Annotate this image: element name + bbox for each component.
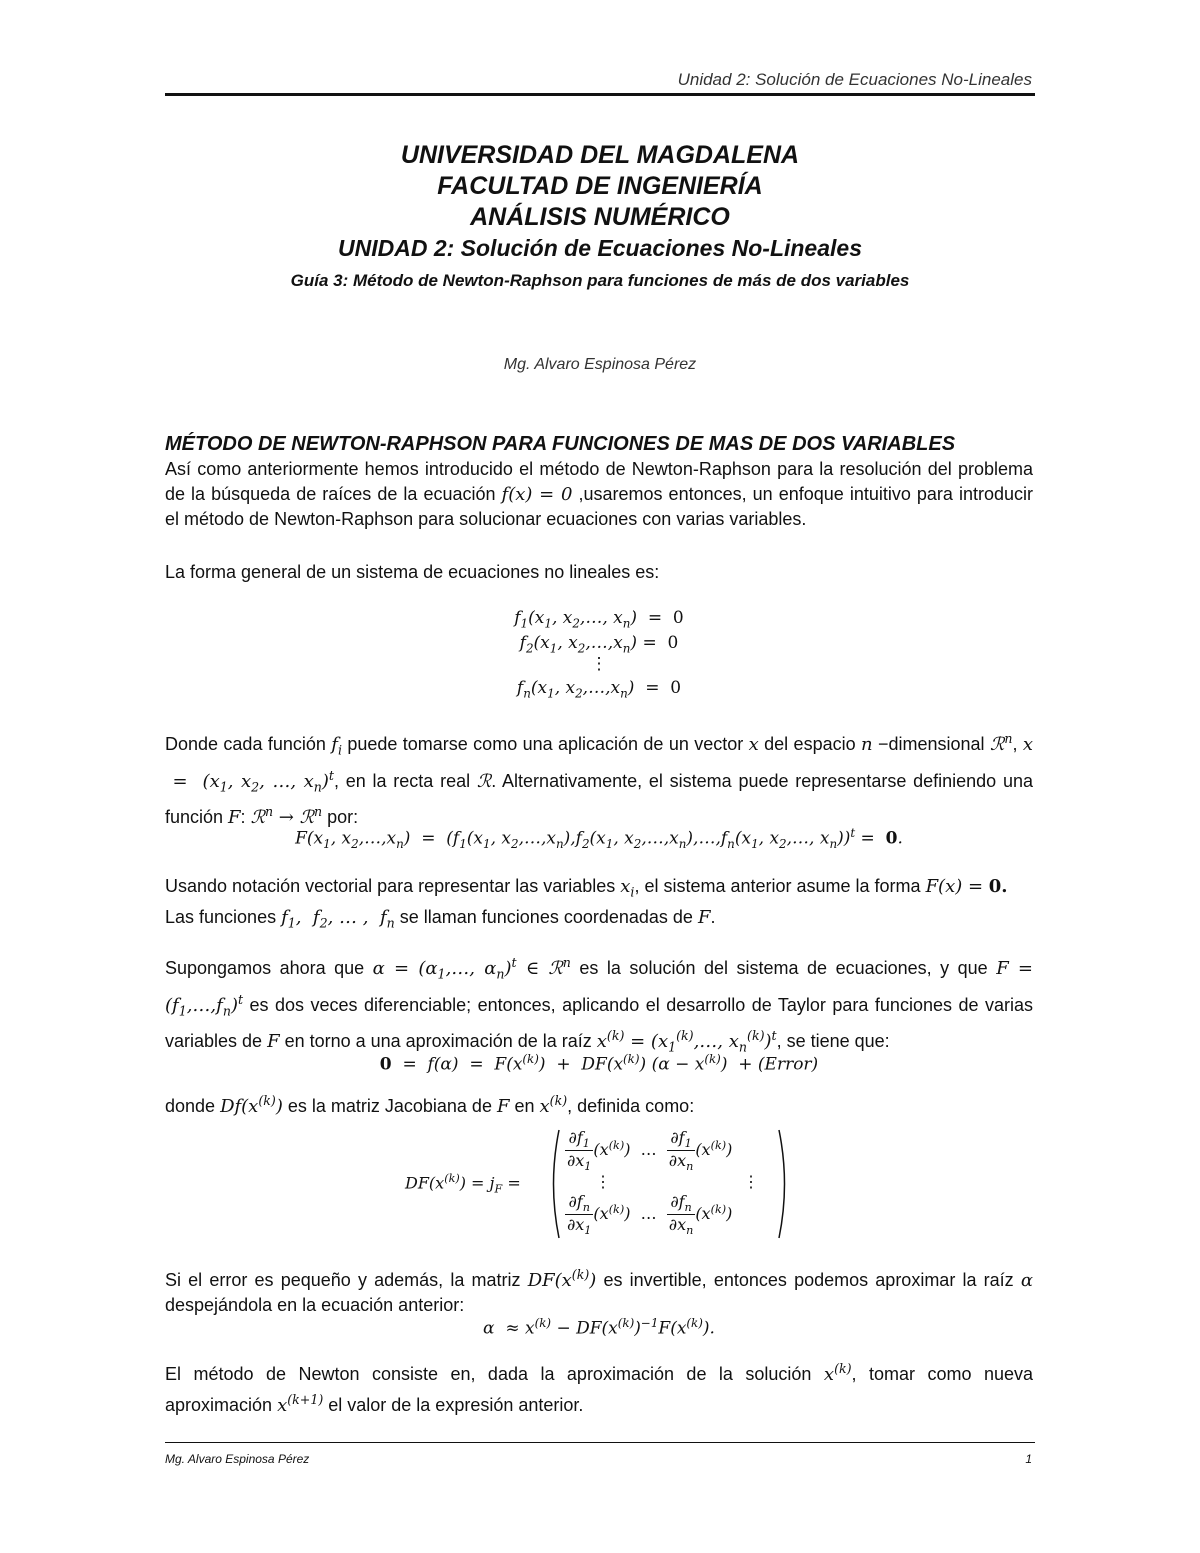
university-title: UNIVERSIDAD DEL MAGDALENA — [400, 141, 800, 169]
footer-author: Mg. Alvaro Espinosa Pérez — [165, 1452, 310, 1466]
footer-rule — [165, 1442, 1035, 1443]
taylor-equation: $0 = f(\alpha) = F(x^{(k)}) + DF(x^{(k)}) (\alpha - x^{(k)})$ + (Error) — [379, 1052, 819, 1075]
page-number: 1 — [1025, 1452, 1032, 1466]
title-block — [165, 140, 1035, 294]
guide-title: Guía 3: Método de Newton-Raphson para funciones de más de dos variables — [290, 271, 910, 290]
left-paren — [547, 1128, 561, 1240]
paragraph-2: La forma general de un sistema de ecuaciones no lineales es: — [165, 562, 660, 582]
paragraph-4: Usando notación vectorial para representar las variables $x_i$, el sistema anterior asume la forma F(x) = 0. Las funciones $f_1$, $f_2$, … , $f_n$ se llaman funciones coordenadas de F. — [165, 876, 1008, 931]
running-header: Unidad 2: Solución de Ecuaciones No-Lineales — [677, 70, 1032, 89]
header-rule — [165, 93, 1035, 96]
faculty-title: FACULTAD DE INGENIERÍA — [437, 172, 763, 200]
system-ellipsis: ⋮ — [590, 654, 608, 674]
paragraph-6: donde $Df(x^{(k)})$ es la matriz Jacobiana de F en $x^{(k)}$, definida como: — [165, 1093, 695, 1117]
right-paren — [777, 1128, 791, 1240]
system-eq-n: $f_n(x_1$, $x_2,\dots,x_n) = 0$ — [516, 678, 682, 701]
newton-approximation: $\alpha \approx x^{(k)} - DF(x^{(k)})^{-1}F(x^{(k)})$. — [483, 1316, 715, 1339]
section-title: MÉTODO DE NEWTON-RAPHSON PARA FUNCIONES DE MAS DE DOS VARIABLES — [165, 433, 956, 455]
paragraph-5: Supongamos ahora que $\alpha = (\alpha_1,\dots$, $\alpha_n)^t$ ∈ ℛ$^n$ es la solución del sistema de ecuaciones, y que $F = (f_1,\dots,f_n)^t$ es dos veces diferenciable; entonces, aplicando el desarrollo de Taylor para funciones de varias variables de F en torno a una aproximación de la raíz $x^{(k)}$ = ($x_1^{(k)},\dots$, $x_n^{(k)})^t$, se tiene que: — [165, 955, 1033, 1055]
equation-inline: f(x) = 0 — [501, 484, 573, 505]
paragraph-1: Así como anteriormente hemos introducido el método de Newton-Raphson para la resolución del problema de la búsqueda de raíces de la ecuación f(x) = 0 ,usaremos entonces, un enfoque intuitivo para introducir el método de Newton-Raphson para solucionar ecuaciones con varias variables. — [165, 459, 1033, 529]
course-title: ANÁLISIS NUMÉRICO — [470, 203, 730, 231]
intro-block — [165, 432, 1033, 532]
unit-title: UNIDAD 2: Solución de Ecuaciones No-Lineales — [338, 235, 862, 261]
vector-function-equation: $F(x_1$, $x_2,\dots,x_n) = (f_1(x_1$, $x_2,\dots,x_n),f_2(x_1$, $x_2,\dots,x_n),\dots,f_n(x_1$, $x_2,\dots$, $x_n))^t = 0$. — [295, 826, 903, 852]
paragraph-8: El método de Newton consiste en, dada la aproximación de la solución $x^{(k)}$, tomar como nueva aproximación $x^{(k+1)}$ el valor de la expresión anterior. — [165, 1361, 1033, 1416]
paragraph-7: Si el error es pequeño y además, la matriz $DF(x^{(k)})$ es invertible, entonces podemos aproximar la raíz α despejándola en la ecuación anterior: — [165, 1267, 1033, 1315]
system-eq-2: $f_2(x_1$, $x_2,\dots,x_n) = 0$ — [519, 633, 679, 656]
system-eq-1: $f_1(x_1$, $x_2,\dots$, $x_n) = 0$ — [514, 608, 684, 631]
author-line: Mg. Alvaro Espinosa Pérez — [503, 356, 697, 373]
jacobian-matrix: $DF(x^{(k)}) = j_F$ = $\frac{\partial f_1}{\partial x_1}$ $(x^{(k)})$ … $\frac{\partial f_1}{\partial x_n}$ $(x^{(k)})$ ⋮ ⋮ $\frac{\partial f_n}{\partial x_1}$ $(x^{(k)})$ … $\frac{\partial f_n}{\partial x_n}$ $(x^{(k)})$ — [405, 1128, 805, 1238]
paragraph-3: Donde cada función $f_i$ puede tomarse como una aplicación de un vector x del espacio n −dimensional ℛ$^n$, $x = (x_1$, $x_2$, …, $x_n)^t$, en la recta real ℛ. Alternativamente, el sistema puede representarse definiendo una función F: ℛ$^n$ → ℛ$^n$ por: — [165, 731, 1033, 829]
